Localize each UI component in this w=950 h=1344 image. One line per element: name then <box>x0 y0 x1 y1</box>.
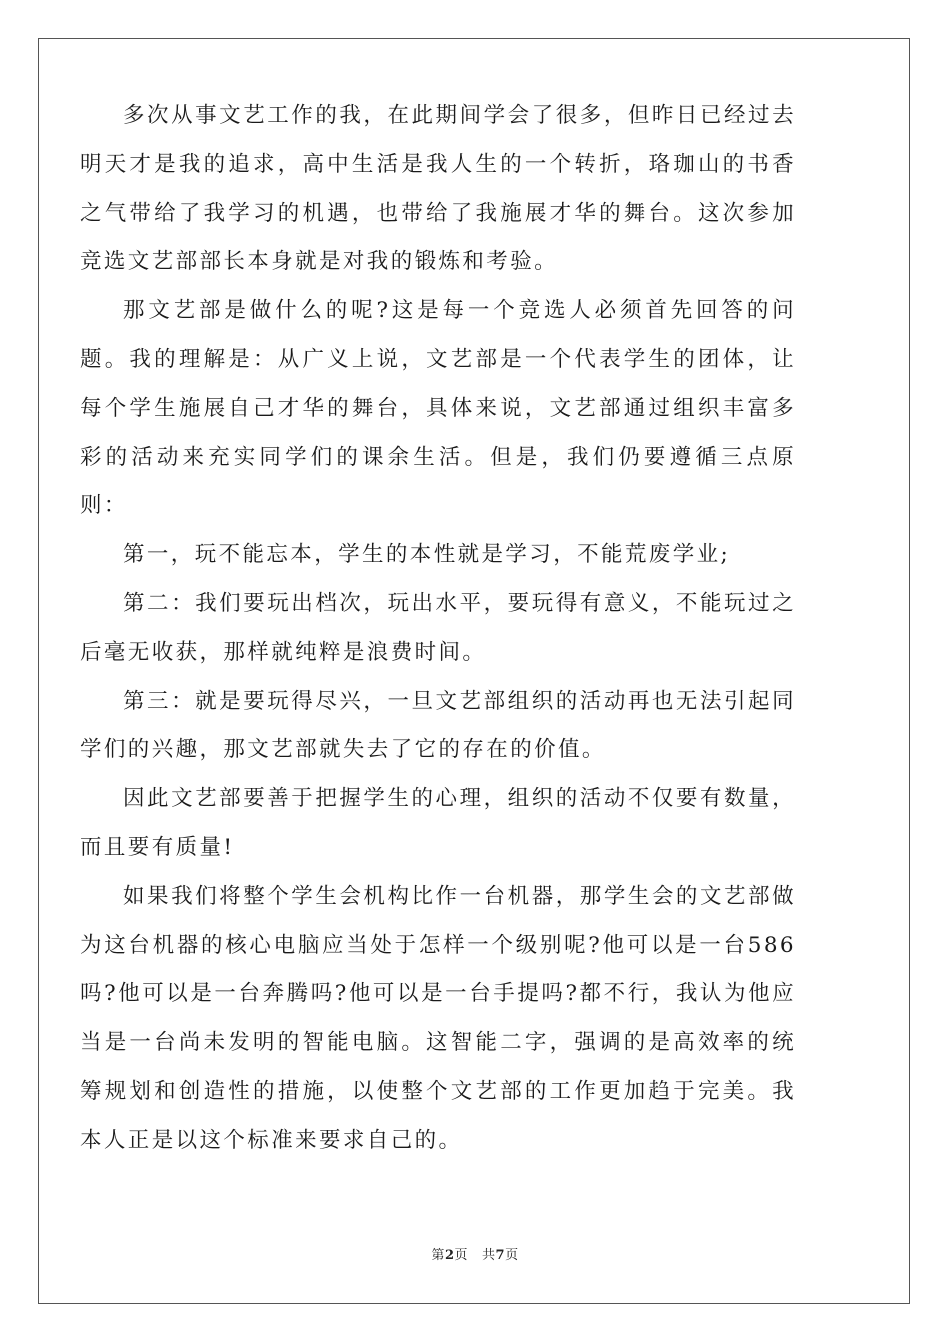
paragraph-1: 多次从事文艺工作的我，在此期间学会了很多，但昨日已经过去明天才是我的追求，高中生活是我人生的一个转折，珞珈山的书香之气带给了我学习的机遇，也带给了我施展才华的舞台。这次参加竞选文艺部部长本身就是对我的锻炼和考验。 <box>80 103 796 275</box>
paragraph-3: 第一，玩不能忘本，学生的本性就是学习，不能荒废学业; <box>123 542 731 568</box>
paragraph-2: 那文艺部是做什么的呢?这是每一个竞选人必须首先回答的问题。我的理解是：从广义上说，文艺部是一个代表学生的团体，让每个学生施展自己才华的舞台，具体来说，文艺部通过组织丰富多彩的活动来充实同学们的课余生活。但是，我们仍要遵循三点原则： <box>80 298 796 519</box>
page-footer <box>0 1244 950 1263</box>
page-current: 2 <box>444 1248 455 1263</box>
page-total-count: 7 <box>495 1248 506 1263</box>
page-number <box>431 1248 468 1263</box>
document-body <box>80 92 796 1166</box>
page-prefix: 第 <box>431 1248 445 1263</box>
paragraph-6: 因此文艺部要善于把握学生的心理，组织的活动不仅要有数量，而且要有质量! <box>80 786 796 860</box>
paragraph-5: 第三：就是要玩得尽兴，一旦文艺部组织的活动再也无法引起同学们的兴趣，那文艺部就失去了它的存在的价值。 <box>80 688 796 763</box>
paragraph-4: 第二：我们要玩出档次，玩出水平，要玩得有意义，不能玩过之后毫无收获，那样就纯粹是浪费时间。 <box>80 590 796 665</box>
paragraph-7: 如果我们将整个学生会机构比作一台机器，那学生会的文艺部做为这台机器的核心电脑应当处于怎样一个级别呢?他可以是一台586吗?他可以是一台奔腾吗?他可以是一台手提吗?都不行，我认为他应当是一台尚未发明的智能电脑。这智能二字，强调的是高效率的统筹规划和创造性的措施，以使整个文艺部的工作更加趋于完美。我本人正是以这个标准来要求自己的。 <box>80 883 796 1153</box>
total-suffix: 页 <box>505 1248 519 1263</box>
total-prefix: 共 <box>482 1248 496 1263</box>
page-total <box>482 1248 519 1263</box>
page-suffix: 页 <box>454 1248 468 1263</box>
